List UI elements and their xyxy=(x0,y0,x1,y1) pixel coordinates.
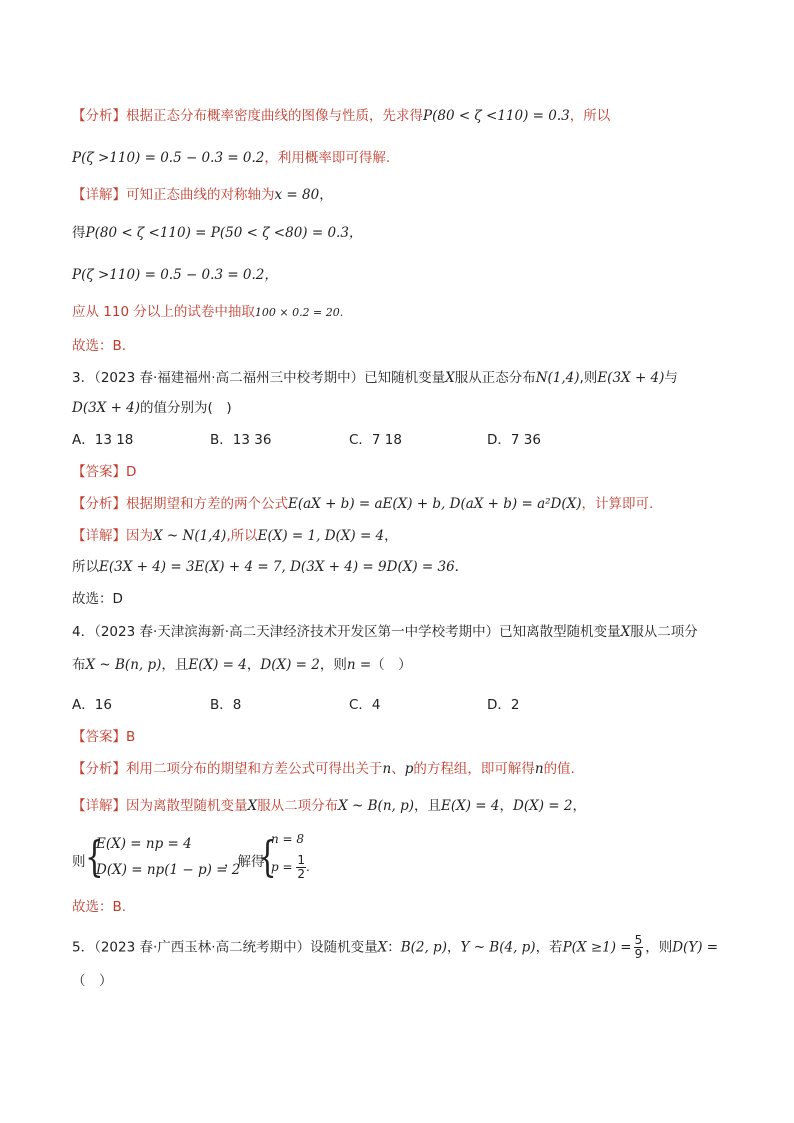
line-text: 所以 xyxy=(72,559,99,575)
q3-options xyxy=(72,431,692,449)
fraction xyxy=(634,934,644,961)
numerator: 1 xyxy=(297,853,306,867)
stem-text: ， xyxy=(246,657,261,673)
detail-math: X xyxy=(247,798,258,814)
q4-choose: 故选：B. xyxy=(72,899,127,915)
stem-text: 布 xyxy=(72,657,86,673)
stem-text: ，则 xyxy=(645,939,673,956)
solution-row: n = 8 xyxy=(271,832,305,846)
q3-stem-2 xyxy=(72,399,232,417)
denominator: 2 xyxy=(297,867,306,881)
detail-math: D(X) = 2 xyxy=(513,798,573,814)
analysis-tag: 【分析】 xyxy=(72,761,126,777)
option-c[interactable]: C．7 18 xyxy=(349,432,402,448)
detail-tag: 【详解】 xyxy=(72,798,126,814)
detail-math: E(X) = 1, D(X) = 4 xyxy=(257,528,385,544)
analysis-text: 的值. xyxy=(543,761,575,777)
q2-line xyxy=(72,224,362,242)
punct: . xyxy=(306,860,310,874)
stem-math: n = xyxy=(346,657,372,673)
analysis-tag: 【分析】 xyxy=(72,108,126,124)
q4-analysis xyxy=(72,760,575,778)
analysis-math: n xyxy=(382,761,392,777)
fraction xyxy=(296,854,306,881)
left-brace: { xyxy=(85,832,104,881)
q4-stem xyxy=(72,623,698,641)
stem-text: 与 xyxy=(664,370,678,386)
detail-text: 服从二项分布 xyxy=(257,798,339,814)
option-a[interactable]: A．16 xyxy=(72,697,112,713)
option-d[interactable]: D．7 36 xyxy=(487,432,541,448)
q3-analysis xyxy=(72,495,653,513)
stem-text: 5．（2023 春·广西玉林·高二统考期中）设随机变量 xyxy=(72,939,378,956)
line-math: P(80 < ζ <110) = P(50 < ζ <80) = 0.3， xyxy=(85,225,363,241)
analysis-text: 根据正态分布概率密度曲线的图像与性质，先求得 xyxy=(126,108,423,124)
detail-text: ， xyxy=(499,798,513,814)
q5-stem-2: （ ） xyxy=(72,973,113,989)
q4-detail xyxy=(72,797,586,815)
system-row: D(X) = np(1 − p) = 2 xyxy=(96,862,241,878)
stem-math: P(X ≥1) = xyxy=(562,939,632,956)
stem-text: 3．（2023 春·福建福州·高二福州三中校考期中）已知随机变量 xyxy=(72,370,446,386)
stem-text: 服从二项分 xyxy=(630,624,698,640)
solution-system xyxy=(258,828,348,890)
solve-text: ，解得 xyxy=(224,854,265,870)
q2-choose: 故选：B. xyxy=(72,338,127,354)
detail-text: 可知正态曲线的对称轴为 xyxy=(126,187,275,203)
denominator: 9 xyxy=(634,947,643,961)
detail-text: 因为 xyxy=(126,528,153,544)
option-b[interactable]: B．13 36 xyxy=(210,432,272,448)
stem-text: （ ） xyxy=(371,657,412,673)
line-text: 应从 110 分以上的试卷中抽取 xyxy=(72,304,255,320)
punct: ， xyxy=(384,528,398,544)
q2-line xyxy=(72,266,278,284)
analysis-math: p xyxy=(404,761,414,777)
option-d[interactable]: D．2 xyxy=(487,697,520,713)
system-row: E(X) = np = 4 xyxy=(96,836,192,852)
punct: ， xyxy=(319,187,333,203)
detail-math: x = 80 xyxy=(274,187,320,203)
stem-math: E(X) = 4 xyxy=(188,657,247,673)
stem-math: X xyxy=(620,624,631,640)
stem-text: 服从正态分布 xyxy=(454,370,536,386)
stem-text: 的值分别为( ) xyxy=(140,400,232,416)
stem-math: N(1,4) xyxy=(535,370,580,386)
analysis-text: 根据期望和方差的两个公式 xyxy=(126,496,288,512)
detail-math: E(X) = 4 xyxy=(441,798,500,814)
detail-text: ，且 xyxy=(414,798,442,814)
stem-math: E(3X + 4) xyxy=(597,370,665,386)
stem-math: X xyxy=(445,370,455,386)
q3-answer: 【答案】D xyxy=(72,464,137,480)
q2-analysis-line-2 xyxy=(72,149,390,167)
stem-math: X xyxy=(377,939,388,956)
analysis-text: 的方程组，即可解得 xyxy=(413,761,535,777)
detail-tag: 【详解】 xyxy=(72,528,126,544)
detail-text: 因为离散型随机变量 xyxy=(126,798,248,814)
analysis-math: n xyxy=(534,761,544,777)
stem-text: ， xyxy=(446,939,461,956)
stem-math: D(X) = 2 xyxy=(260,657,320,673)
analysis-tag: 【分析】 xyxy=(72,496,126,512)
line-math: P(ζ >110) = 0.5 − 0.3 = 0.2， xyxy=(72,267,278,283)
q3-line xyxy=(72,558,459,576)
q4-options xyxy=(72,696,692,714)
line-text: 得 xyxy=(72,225,86,241)
system-prefix: 则 xyxy=(72,854,86,870)
q2-analysis-line xyxy=(72,107,610,125)
detail-tag: 【详解】 xyxy=(72,187,126,203)
analysis-text: 、 xyxy=(391,761,405,777)
q3-detail xyxy=(72,527,398,545)
stem-math: D(3X + 4) xyxy=(72,400,141,416)
detail-text: ， xyxy=(572,798,586,814)
option-c[interactable]: C．4 xyxy=(349,697,381,713)
analysis-text: ，利用概率即可得解. xyxy=(264,150,391,166)
option-a[interactable]: A．13 18 xyxy=(72,432,134,448)
solution-math: p = xyxy=(271,860,293,874)
detail-text: ,所以 xyxy=(226,528,258,544)
q4-answer: 【答案】B xyxy=(72,729,136,745)
detail-math: X ~ N(1,4) xyxy=(153,528,227,544)
analysis-text: ，所以 xyxy=(569,108,611,124)
analysis-text: ，计算即可. xyxy=(581,496,654,512)
stem-text: ，且 xyxy=(161,657,189,673)
stem-math: X ~ B(n, p) xyxy=(85,657,162,673)
stem-text: 4．（2023 春·天津滨海新·高二天津经济技术开发区第一中学校考期中）已知离散型随机变量 xyxy=(72,624,621,640)
stem-math: Y ~ B(4, p) xyxy=(460,939,536,956)
stem-text: ： xyxy=(387,939,401,956)
q2-detail-line xyxy=(72,186,333,204)
detail-math: X ~ B(n, p) xyxy=(338,798,415,814)
numerator: 5 xyxy=(634,933,643,947)
stem-math: B(2, p) xyxy=(400,939,447,956)
q2-line xyxy=(72,303,343,322)
left-brace: { xyxy=(258,832,277,881)
q3-choose: 故选：D xyxy=(72,591,123,607)
analysis-math: P(ζ >110) = 0.5 − 0.3 = 0.2 xyxy=(72,150,265,166)
stem-text: ,则 xyxy=(579,370,598,386)
stem-text: ，则 xyxy=(319,657,347,673)
line-math: 100 × 0.2 = 20. xyxy=(254,306,344,319)
q4-stem-2 xyxy=(72,656,412,674)
analysis-math: E(aX + b) = aE(X) + b, D(aX + b) = a²D(X) xyxy=(288,496,582,512)
q5-stem xyxy=(72,934,718,961)
stem-text: ，若 xyxy=(535,939,563,956)
analysis-text: 利用二项分布的期望和方差公式可得出关于 xyxy=(126,761,383,777)
line-math: E(3X + 4) = 3E(X) + 4 = 7, D(3X + 4) = 9D(X) = 36. xyxy=(99,559,459,575)
option-b[interactable]: B．8 xyxy=(210,697,242,713)
q3-stem xyxy=(72,369,678,387)
solution-row xyxy=(271,854,310,881)
stem-math: D(Y) = xyxy=(672,939,719,956)
analysis-math: P(80 < ζ <110) = 0.3 xyxy=(423,108,570,124)
